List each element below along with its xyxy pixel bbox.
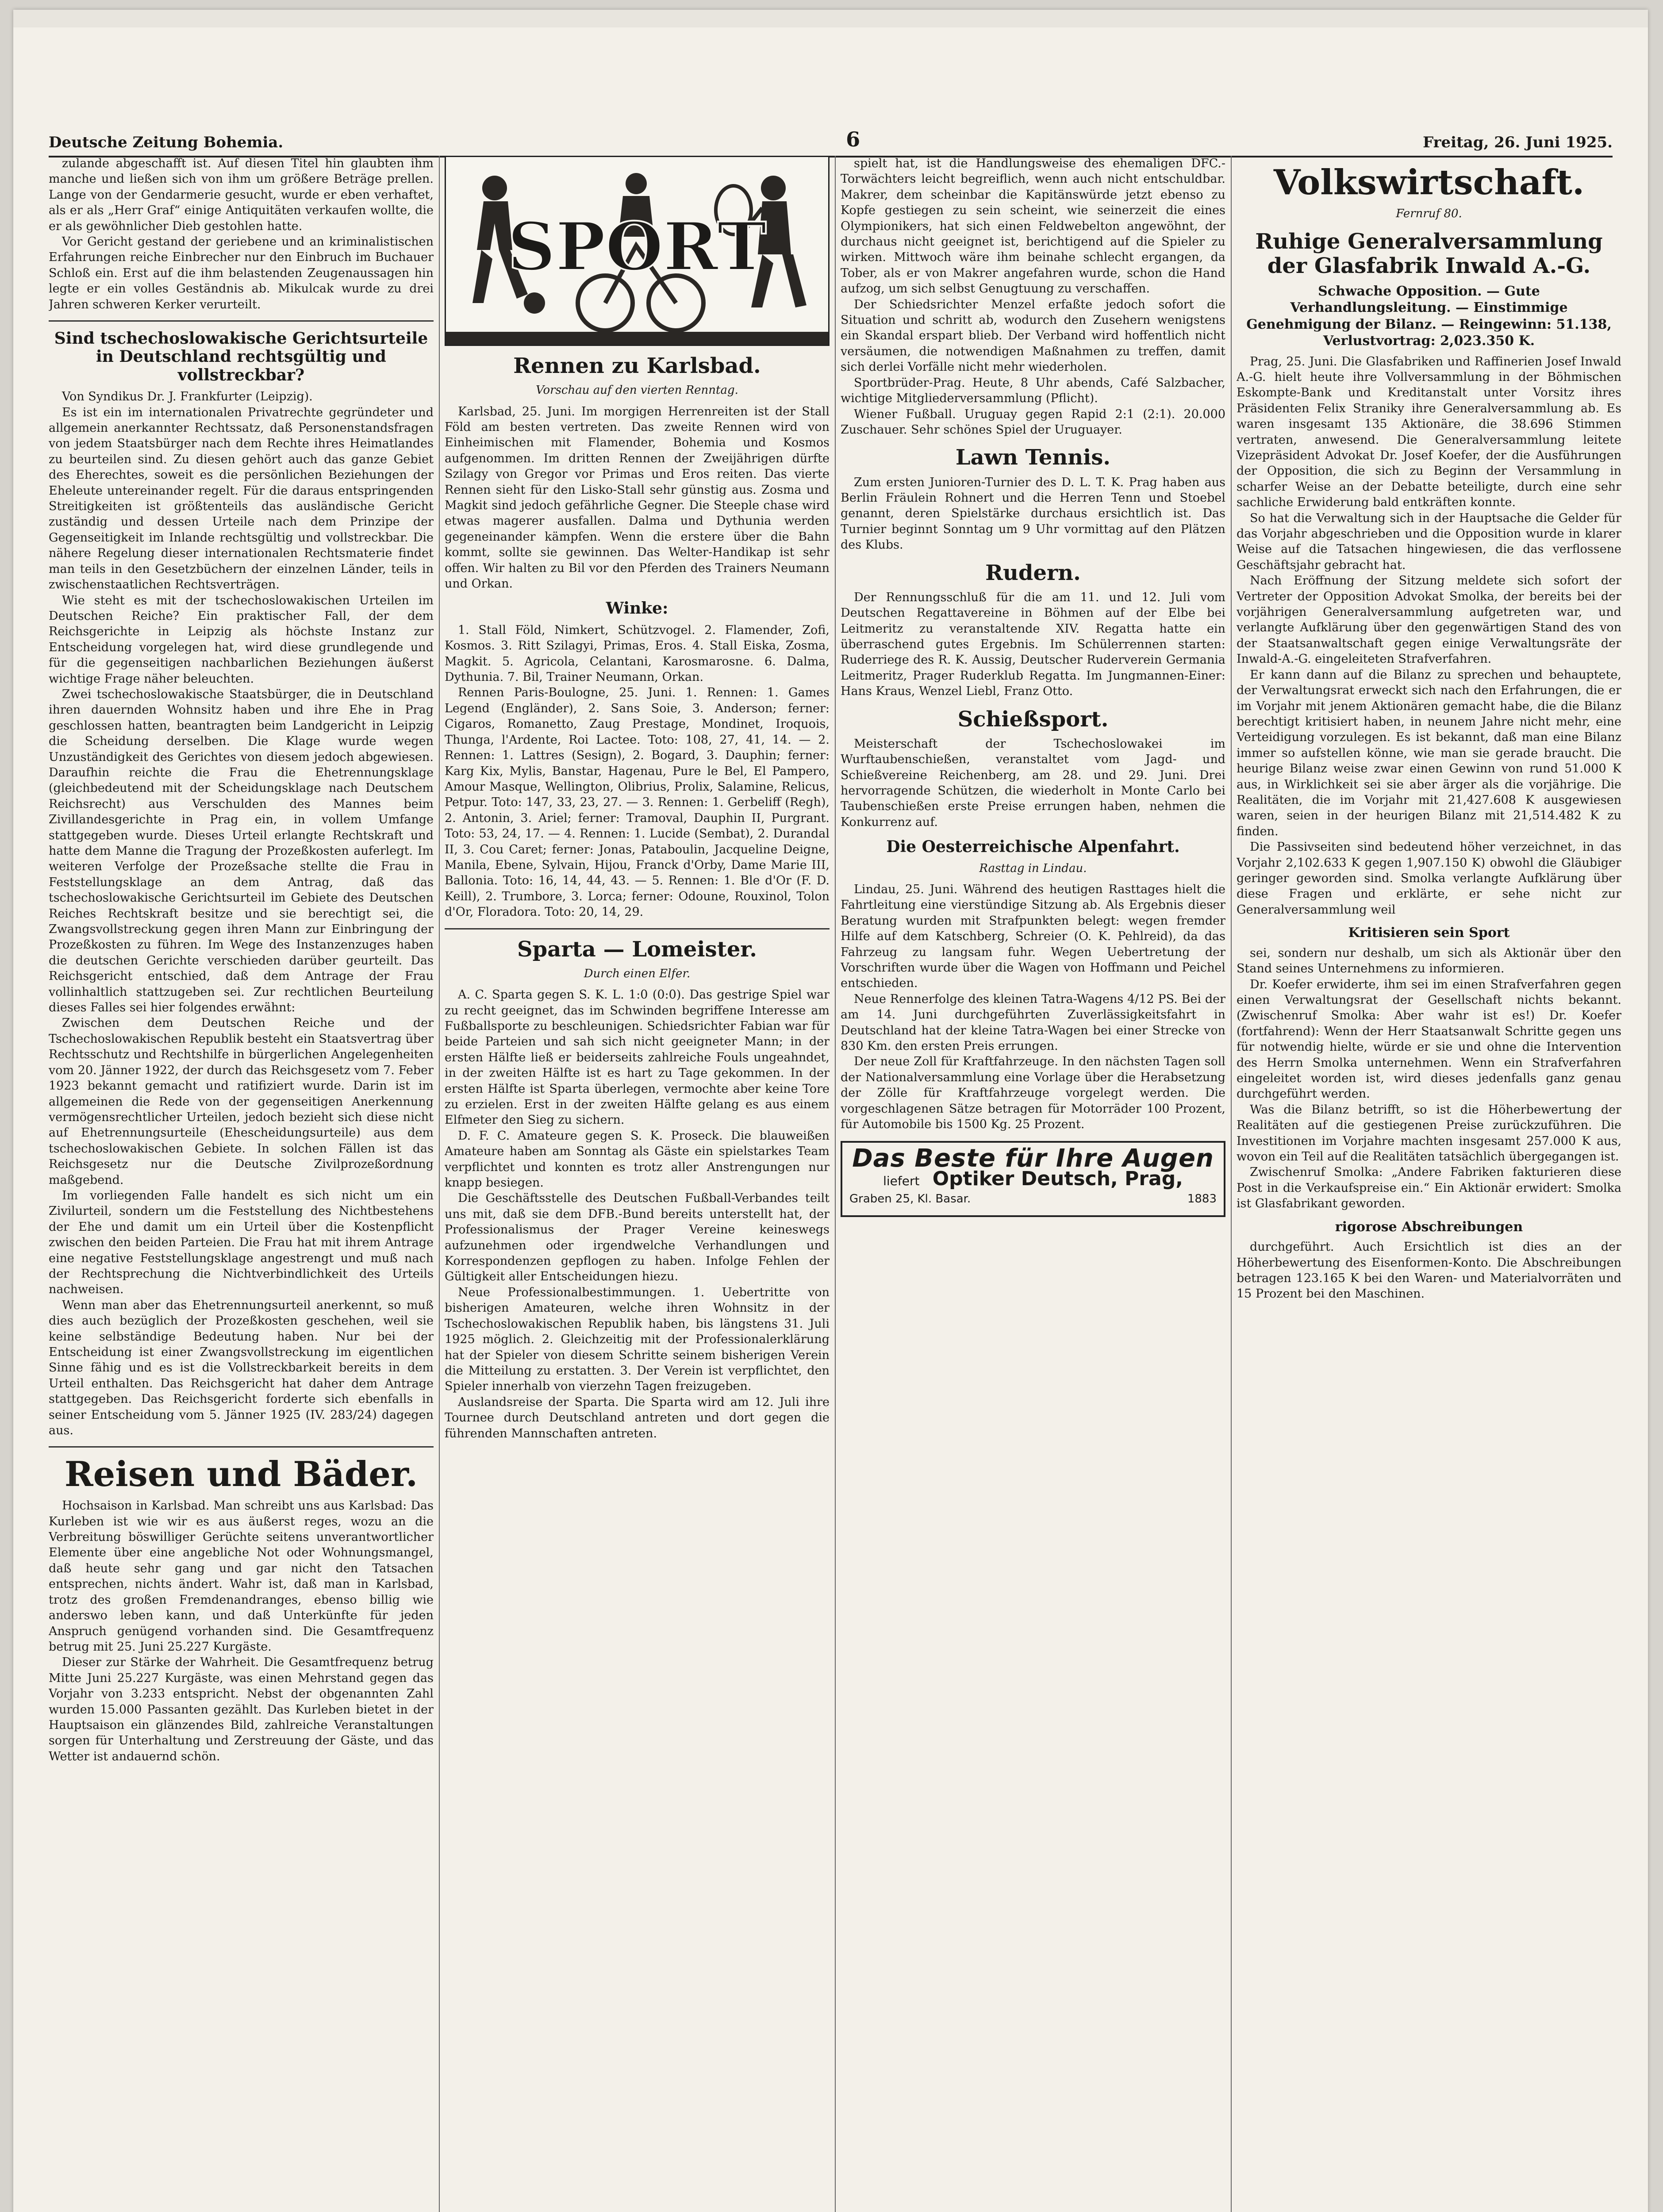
article-divider [49, 1446, 434, 1448]
column-rule [1231, 156, 1232, 2212]
article-text: Dr. Koefer erwiderte, ihm sei im einen Strafverfahren gegen einen Verwaltungsrat der Gesellschaft nichts bekannt. (Zwischenruf Smolka: Aber wahr ist es!) Dr. Koefer (fortfahrend): Wenn der Herr Staatsanwalt Schritte gegen uns für notwendig hielte, würde er sie und ohne die Intervention des Herrn Smolka unternehmen. Wenn ein Strafverfahren eingeleitet worden ist, wird dieses jedenfalls ganz genau durchgeführt werden. [1237, 977, 1621, 1101]
article-text: durchgeführt. Auch Ersichtlich ist dies an der Höherbewertung des Eisenformen-Konto. Die Abschreibungen betragen 123.165 K bei den Waren- und Materialvorräten und 15 Prozent bei den Maschinen. [1237, 1240, 1621, 1301]
ad-company-name: Optiker Deutsch, Prag, [932, 1167, 1183, 1190]
article-text: Der neue Zoll für Kraftfahrzeuge. In den nächsten Tagen soll der Nationalversammlung eine Vorlage über die Herabsetzung der Zölle für Kraftfahrzeuge vorgelegt werden. Die vorgeschlagenen Sätze betragen für Motorräder 100 Prozent, für Automobile bis 1500 Kg. 25 Prozent. [841, 1055, 1225, 1132]
column-2 [445, 156, 830, 2212]
article-text: Was die Bilanz betrifft, so ist die Höherbewertung der Realitäten auf die gestiegenen Preise zurückzuführen. Die Investitionen im Vorjahre machten insgesamt 257.000 K aus, wovon ein Teil auf die Realitäten tatsächlich übergegangen ist. [1237, 1102, 1621, 1164]
section-headline: Schießsport. [957, 707, 1109, 732]
svg-text:SPORT: SPORT [507, 208, 767, 286]
article-text: Neue Professionalbestimmungen. 1. Uebertritte von bisherigen Amateuren, welche ihren Wohnsitz in der Tschechoslowakischen Republik haben, bis längstens 31. Juli 1925 möglich. 2. Gleichzeitig mit der Professionalerklärung hat der Spieler von diesem Schritte seinem bisherigen Verein die Mitteilung zu erstatten. 3. Der Verein ist verpflichtet, den Spieler innerhalb von vierzehn Tagen freizugeben. [445, 1285, 830, 1394]
issue-date: Freitag, 26. Juni 1925. [1423, 134, 1613, 151]
page-top-margin [13, 10, 1648, 27]
article-text: D. F. C. Amateure gegen S. K. Proseck. Die blauweißen Amateure haben am Sonntag als Gäste ein spielstarkes Team verpflichtet und konnten es trotz aller Anstrengungen nur knapp besiegen. [445, 1129, 830, 1190]
ad-address-row [849, 1191, 1217, 1207]
article-headline: Sind tschechoslowakische Gerichtsurteile in Deutschland rechtsgültig und vollstreckbar? [54, 329, 428, 384]
article-divider [49, 320, 434, 322]
article-text: Hochsaison in Karlsbad. Man schreibt uns aus Karlsbad: Das Kurleben ist wie wir es aus äußerst reges, wozu an die Verbreitung böswilliger Gerüchte seitens unverantwortlicher Elemente über eine angebliche Not oder Wohnungsmangel, daß heute sehr gang und gar nicht den Tatsachen entsprechen, nichts ändert. Wahr ist, daß man in Karlsbad, trotz des großen Fremdenandranges, ebenso billig wie anderswo leben kann, und daß Unterkünfte für jeden Anspruch genügend vorhanden sind. Die Gesamtfrequenz betrug mit 25. Juni 25.227 Kurgäste. [49, 1499, 434, 1654]
article-text: Es ist ein im internationalen Privatrechte gegründeter und allgemein anerkannter Rechtssatz, daß Personenstandsfragen von jedem Staatsbürger nach dem Rechte ihres Heimatlandes zu beurteilen sind. Zu diesen gehört auch das ganze Gebiet des Eherechtes, soweit es die persönlichen Beziehungen der Eheleute untereinander regelt. Für die daraus entspringenden Streitigkeiten ist größtenteils das ausländische Gericht zuständig und dessen Urteile nach dem Prinzipe der Gegenseitigkeit im Inlande rechtsgültig und vollstreckbar. Die nähere Regelung dieser internationalen Rechtsmaterie findet man teils in den Gesetzbüchern der einzelnen Länder, teils in zwischenstaatlichen Rechtsverträgen. [49, 405, 434, 592]
newspaper-page [13, 10, 1648, 2212]
article-text: A. C. Sparta gegen S. K. L. 1:0 (0:0). Das gestrige Spiel war zu recht geeignet, das im Schwinden begriffene Interesse am Fußballsporte zu beschleunigen. Schiedsrichter Fabian war für beide Parteien und sah sich nicht geeigneter Mann; in der ersten Hälfte ließ er beiderseits zahlreiche Fouls ungeahndet, in der zweiten Hälfte ist es hart zu Tage gekommen. In der ersten Hälfte ist Sparta überlegen, vermochte aber keine Tore zu erzielen. Erst in der zweiten Hälfte gelang es aus einem Elfmeter den Sieg zu sichern. [445, 988, 830, 1127]
article-text: Er kann dann auf die Bilanz zu sprechen und behauptete, der Verwaltungsrat erweckt sich nach den Erfahrungen, die er im Vorjahr mit jenem Aktionären gemacht habe, die die Bilanz berechtigt kritisiert haben, in neunem Jahre nicht mehr, eine Verteidigung vorzulegen. Es ist bekannt, daß man eine Bilanz immer so aufstellen könne, wie man sie gerade braucht. Die heurige Bilanz weise zwar einen Gewinn von rund 51.000 K aus, in Wirklichkeit sei sie aber ärger als die vorjährige. Die Realitäten, die im Vorjahr mit 21,427.608 K ausgewiesen waren, seien in der heurigen Bilanz mit 21,514.482 K zu finden. [1237, 668, 1621, 838]
article-subheadline: Durch einen Elfer. [584, 967, 691, 980]
section-phone: Fernruf 80. [1396, 207, 1462, 220]
article-text: Wenn man aber das Ehetrennungsurteil anerkennt, so muß dies auch bezüglich der Prozeßkosten geschehen, weil sie keine selbständige Bedeutung haben. Nur bei der Entscheidung ist einer Zwangsvollstreckung im eigentlichen Sinne fähig und es ist die Vollstreckbarkeit bereits in dem Urteil enthalten. Das Reichsgericht hat daher dem Antrage stattgegeben. Das Reichsgericht forderte sich ebenfalls in seiner Entscheidung vom 5. Jänner 1925 (IV. 283/24) dagegen aus. [49, 1298, 434, 1438]
article-headline: Die Oesterreichische Alpenfahrt. [886, 837, 1180, 856]
section-headline: Lawn Tennis. [955, 445, 1111, 470]
race-results: Rennen Paris-Boulogne, 25. Juni. 1. Rennen: 1. Games Legend (Engländer), 2. Sans Soie, 3. Anderson; ferner: Cigaros, Romanetto, Zaug Prestage, Mondinet, Iroquois, Thunga, l'Ardente, Roi Lactee. Toto: 108, 27, 41, 14. — 2. Rennen: 1. Lattres (Sesign), 2. Bogard, 3. Dauphin; ferner: Karg Kix, Mylis, Banstar, Hagenau, Pure le Bel, El Pampero, Amour Masque, Wellington, Olibrius, Prolix, Salamine, Relicus, Petpur. Toto: 147, 33, 23, 27. — 3. Rennen: 1. Gerbeliff (Regh), 2. Antonin, 3. Ariel; ferner: Tramoval, Dauphin II, Purgrant. Toto: 53, 24, 17. — 4. Rennen: 1. Lucide (Sembat), 2. Durandal II, 3. Cou Caret; ferner: Jonas, Pataboulin, Jacqueline Deigne, Manila, Ebene, Sylvain, Hijou, Franck d'Orby, Dame Marie III, Ballonia. Toto: 16, 14, 44, 43. — 5. Rennen: 1. Ble d'Or (F. D. Keill), 2. Trumbore, 3. Lorca; ferner: Odoune, Rouxinol, Tolon d'Or, Floradora. Toto: 20, 14, 29. [445, 686, 830, 919]
sport-masthead-illustration [445, 156, 830, 346]
tips-heading: Winke: [606, 599, 668, 618]
column-4 [1237, 156, 1621, 2212]
column-rule [439, 156, 440, 2212]
section-headline: Reisen und Bäder. [64, 1454, 418, 1495]
newspaper-title: Deutsche Zeitung Bohemia. [49, 134, 284, 151]
article-text: Lindau, 25. Juni. Während des heutigen Rasttages hielt die Fahrtleitung eine vierstündige Sitzung ab. Als Ergebnis dieser Beratung wurden mit Strafpunkten belegt: wegen fremder Hilfe auf dem Katschberg, Schreier (O. K. Pehlreid), da das Fahrzeug zu langsam fuhr. Wegen Uebertretung der Vorschriften wurde über die Wagen von Hoffmann und Peichel entschieden. [841, 882, 1225, 991]
article-text: Zwischenruf Smolka: „Andere Fabriken fakturieren diese Post in die Verkaufspreise ein.“ Ein Aktionär erwidert: Smolka ist Glasfabrikant geworden. [1237, 1165, 1621, 1211]
article-subheadline: Vorschau auf den vierten Renntag. [536, 384, 738, 397]
article-text: Im vorliegenden Falle handelt es sich nicht um ein Zivilurteil, sondern um die Feststellung des Nichtbestehens der Ehe und damit um ein Urteil über die Kostenpflicht zwischen den beiden Parteien. Die Frau hat mit ihrem Antrage eine negative Feststellungsklage angestrengt und muß nach der Rechtsprechung die Nichtverbindlichkeit des Urteils nachweisen. [49, 1188, 434, 1297]
tips-list: 1. Stall Föld, Nimkert, Schützvogel. 2. Flamender, Zofi, Kosmos. 3. Ritt Szilagyi, Primas, Eros. 4. Stall Eiska, Zosma, Magkit. 5. Agricola, Celantani, Karosmarosne. 6. Dalma, Dythunia. 7. Bil, Trainer Neumann, Orkan. [445, 623, 830, 684]
article-text: Zwei tschechoslowakische Staatsbürger, die in Deutschland ihren dauernden Wohnsitz haben und ihre Ehe in Prag geschlossen hatten, beantragten beim Landgericht in Leipzig die Scheidung derselben. Die Klage wurde wegen Unzuständigkeit des Gerichtes von diesem jedoch abgewiesen. Daraufhin reichte die Frau die Ehetrennungsklage (gleichbedeutend mit der Scheidungsklage nach Deutschem Reichsrecht) aus Verschulden des Mannes beim Zivillandesgerichte in Prag ein, in vollem Umfange stattgegeben wurde. Dieses Urteil erlangte Rechtskraft und hatte dem Manne die Tragung der Prozeßkosten auferlegt. Im weiteren Verfolge der Prozeßsache stellte die Frau in Feststellungsklage an dem Antrag, daß das tschechoslowakische Gerichtsurteil im Gebiete des Deutschen Reiches Rechtskraft besitze und sie berechtigt sei, die Zwangsvollstreckung gegen ihren Mann zur Einbringung der Prozeßkosten zu führen. Im Wege des Instanzenzuges haben die deutschen Gerichte verschieden darüber geurteilt. Das Reichsgericht entschied, daß dem Antrage der Frau vollinhaltlich stattzugeben sei. Zur rechtlichen Beurteilung dieses Falles sei hier folgendes erwähnt: [49, 687, 434, 1015]
article-text: Die Passivseiten sind bedeutend höher verzeichnet, in das Vorjahr 2,102.633 K gegen 1,907.150 K) obwohl die Gläubiger geringer geworden sind. Smolka verlangte Aufklärung über diese Fragen und erklärte, er sehe nicht zur Generalversammlung weil [1237, 840, 1621, 917]
article-text: Der Rennungsschluß für die am 11. und 12. Juli vom Deutschen Regattavereine in Böhmen auf der Elbe bei Leitmeritz zu veranstaltende XIV. Regatta hatte ein überraschend gutes Ergebnis. Im Schülerrennen starten: Ruderriege des R. K. Aussig, Deutscher Ruderverein Germania Leitmeritz, Prager Ruderklub Regatta. Im Jungmannen-Einer: Hans Kraus, Wenzel Liebl, Franz Otto. [841, 590, 1225, 699]
column-1 [49, 156, 434, 2212]
article-text: zulande abgeschafft ist. Auf diesen Titel hin glaubten ihm manche und ließen sich von ihm um größere Beträge prellen. Lange von der Gendarmerie gesucht, wurde er eben verhaftet, als er als „Herr Graf“ einige Antiquitäten verkaufen wollte, die er als gewöhnlicher Dieb gestohlen hatte. [49, 157, 434, 233]
article-text: Neue Rennerfolge des kleinen Tatra-Wagens 4/12 PS. Bei der am 14. Juni durchgeführten Zuverlässigkeitsfahrt in Deutschland hat der kleine Tatra-Wagen bei einer Strecke von 830 Km. den ersten Preis errungen. [841, 992, 1225, 1053]
article-text: Karlsbad, 25. Juni. Im morgigen Herrenreiten ist der Stall Föld am besten vertreten. Das zweite Rennen wird von Einheimischen mit Flamender, Bohemia und Kosmos aufgenommen. Im dritten Rennen der Zweijährigen dürfte Szilagy von Gregor vor Primas und Eros reiten. Das vierte Rennen sieht für den Lisko-Stall sehr günstig aus. Zosma und Magkit sind jedoch gefährliche Gegner. Die Steeple chase wird etwas magerer ausfallen. Dalma und Dythunia werden gegeneinander kämpfen. Wenn die erstere über die Bahn kommt, sollte sie gewinnen. Das Welter-Handikap ist sehr offen. Wir halten zu Bil vor den Pferden des Trainers Neumann und Orkan. [445, 404, 830, 591]
article-lead: Schwache Opposition. — Gute Verhandlungsleitung. — Einstimmige Genehmigung der Bilanz. — Reingewinn: 51.138, Verlustvortrag: 2,023.350 K. [1246, 283, 1612, 349]
article-headline: Ruhige Generalversammlung der Glasfabrik Inwald A.-G. [1255, 229, 1603, 279]
ad-code: 1883 [1187, 1192, 1217, 1206]
optician-advertisement [841, 1141, 1225, 1217]
article-text: Meisterschaft der Tschechoslowakei im Wurftaubenschießen, veranstaltet vom Jagd- und Schießvereine Reichenberg, am 28. und 29. Juni. Drei hervorragende Schützen, die wiederholt in Monte Carlo bei Taubenschießen erste Preise errungen haben, nehmen die Konkurrenz auf. [841, 737, 1225, 829]
article-text: So hat die Verwaltung sich in der Hauptsache die Gelder für das Vorjahr abgeschrieben und die Opposition wurde in klarer Weise auf die Tatsachen hingewiesen, die das verflossene Geschäftsjahr gebracht hat. [1237, 511, 1621, 572]
page-header [49, 120, 1613, 157]
article-text: Auslandsreise der Sparta. Die Sparta wird am 12. Juli ihre Tournee durch Deutschland antreten und dort gegen die führenden Mannschaften antreten. [445, 1395, 830, 1440]
column-rule [835, 156, 836, 2212]
article-text: sei, sondern nur deshalb, um sich als Aktionär über den Stand seines Unternehmens zu informieren. [1237, 946, 1621, 976]
article-headline: Sparta — Lomeister. [517, 937, 757, 962]
article-text: Zum ersten Junioren-Turnier des D. L. T. K. Prag haben aus Berlin Fräulein Rohnert und die Herren Tenn und Stoebel genannt, deren Spielstärke durchaus ersichtlich ist. Das Turnier beginnt Sonntag um 9 Uhr vormittag auf den Plätzen des Klubs. [841, 475, 1225, 552]
article-subheading: Kritisieren sein Sport [1348, 925, 1510, 941]
article-text: Prag, 25. Juni. Die Glasfabriken und Raffinerien Josef Inwald A.-G. hielt heute ihre Vollversammlung in der Böhmischen Eskompte-Bank und Kreditanstalt unter Vorsitz ihres Präsidenten Felix Straniky ihre Generalversammlung ab. Es waren insgesamt 135 Aktionäre, die 38.696 Stimmen vertraten, anwesend. Die Generalversammlung leitete Vizepräsident Advokat Dr. Josef Koefer, der die Ausführungen der Opposition, die sich zu Beginn der Versammlung in scharfer Weise an der Debatte beteiligte, durch eine sehr sachliche Erwiderung bald entkräften konnte. [1237, 354, 1621, 510]
article-text: Vor Gericht gestand der geriebene und an kriminalistischen Erfahrungen reiche Einbrecher nur den Einbruch im Buchauer Schloß ein. Erst auf die ihm belastenden Zeugenaussagen hin legte er ein volles Geständnis ab. Mikulcak wurde zu drei Jahren schweren Kerker verurteilt. [49, 235, 434, 311]
article-divider [445, 928, 830, 929]
article-text: Wiener Fußball. Uruguay gegen Rapid 2:1 (2:1). 20.000 Zuschauer. Sehr schönes Spiel der Uruguayer. [841, 407, 1225, 437]
page-number: 6 [846, 127, 860, 151]
ad-company [849, 1167, 1217, 1190]
ad-address: Graben 25, Kl. Basar. [849, 1192, 971, 1206]
section-headline: Volkswirtschaft. [1273, 162, 1585, 203]
article-text: spielt hat, ist die Handlungsweise des ehemaligen DFC.-Torwächters leicht begreiflich, wenn auch nicht entschuldbar. Makrer, dem scheinbar die Kapitänswürde jetzt ebenso zu Kopfe gestiegen zu sein scheint, wie seinerzeit die eines Olympionikers, hat sich einen Feldwebelton angewöhnt, der durchaus nicht geeignet ist, berichtigend auf die Spieler zu wirken. Mittwoch wäre ihm beinahe schlecht ergangen, da Tober, als er von Makrer angefahren wurde, schon die Hand aufzog, um sich selbst Genugtuung zu verschaffen. [841, 157, 1225, 296]
article-text: Nach Eröffnung der Sitzung meldete sich sofort der Vertreter der Opposition Advokat Smolka, der bereits bei der vorjährigen Generalversammlung aufgetreten war, und verlangte Aufklärung über den gegenwärtigen Stand des von der Staatsanwaltschaft gegen einige Verwaltungsräte der Inwald-A.-G. eingeleiteten Strafverfahren. [1237, 574, 1621, 666]
article-text: Dieser zur Stärke der Wahrheit. Die Gesamtfrequenz betrug Mitte Juni 25.227 Kurgäste, was einen Mehrstand gegen das Vorjahr von 3.233 entspricht. Nebst der obgenannten Zahl wurden 15.000 Passanten gezählt. Das Kurleben bietet in der Hauptsaison ein glänzendes Bild, zahlreiche Veranstaltungen sorgen für Unterhaltung und Zerstreuung der Gäste, und das Wetter ist andauernd schön. [49, 1655, 434, 1763]
article-headline: Rennen zu Karlsbad. [513, 353, 761, 378]
ad-slogan: Das Beste für Ihre Augen [852, 1144, 1214, 1173]
column-3 [841, 156, 1225, 2212]
ad-prefix: liefert [883, 1173, 920, 1188]
section-headline: Rudern. [985, 560, 1081, 585]
article-text: Der Schiedsrichter Menzel erfaßte jedoch sofort die Situation und schritt ab, wodurch den Zusehern wenigstens ein Skandal erspart blieb. Der Verband wird hoffentlich nicht versäumen, die notwendigen Maßnahmen zu treffen, damit sich derlei Vorfälle nicht mehr wiederholen. [841, 297, 1225, 374]
article-byline: Von Syndikus Dr. J. Frankfurter (Leipzig). [62, 390, 313, 404]
article-text: Sportbrüder-Prag. Heute, 8 Uhr abends, Café Salzbacher, wichtige Mitgliederversammlung (Pflicht). [841, 376, 1225, 406]
article-subheading: rigorose Abschreibungen [1335, 1219, 1523, 1235]
article-text: Zwischen dem Deutschen Reiche und der Tschechoslowakischen Republik besteht ein Staatsvertrag über Rechtsschutz und Rechtshilfe in bürgerlichen Angelegenheiten vom 20. Jänner 1922, der durch das Reichsgesetz vom 7. Feber 1923 bekannt gemacht und ratifiziert wurde. Darin ist im allgemeinen die Rede von der gegenseitigen Anerkennung vermögensrechtlicher Urteilen, jedoch bezieht sich diese nicht auf Ehetrennungsurteile (Ehescheidungsurteile) aus dem tschechoslowakischen Gebiete. In solchen Fällen ist das Reichsgesetz nur die Deutsche Zivilprozeßordnung maßgebend. [49, 1016, 434, 1187]
article-subheadline: Rasttag in Lindau. [979, 861, 1087, 875]
article-text: Die Geschäftsstelle des Deutschen Fußball-Verbandes teilt uns mit, daß sie dem DFB.-Bund bereits unterstellt hat, der Professionalismus der Prager Vereine keineswegs aufzunehmen oder irgendwelche Verhandlungen und Korrespondenzen gepflogen zu haben. Infolge Fehlen der Gültigkeit aller Entscheidungen hiezu. [445, 1191, 830, 1284]
article-text: Wie steht es mit der tschechoslowakischen Urteilen im Deutschen Reiche? Ein praktischer Fall, der dem Reichsgerichte in Leipzig als höchste Instanz zur Entscheidung vorgelegen hat, wird diese grundlegende und für die gegenseitigen nachbarlichen Beziehungen äußerst wichtige Frage näher beleuchten. [49, 593, 434, 686]
